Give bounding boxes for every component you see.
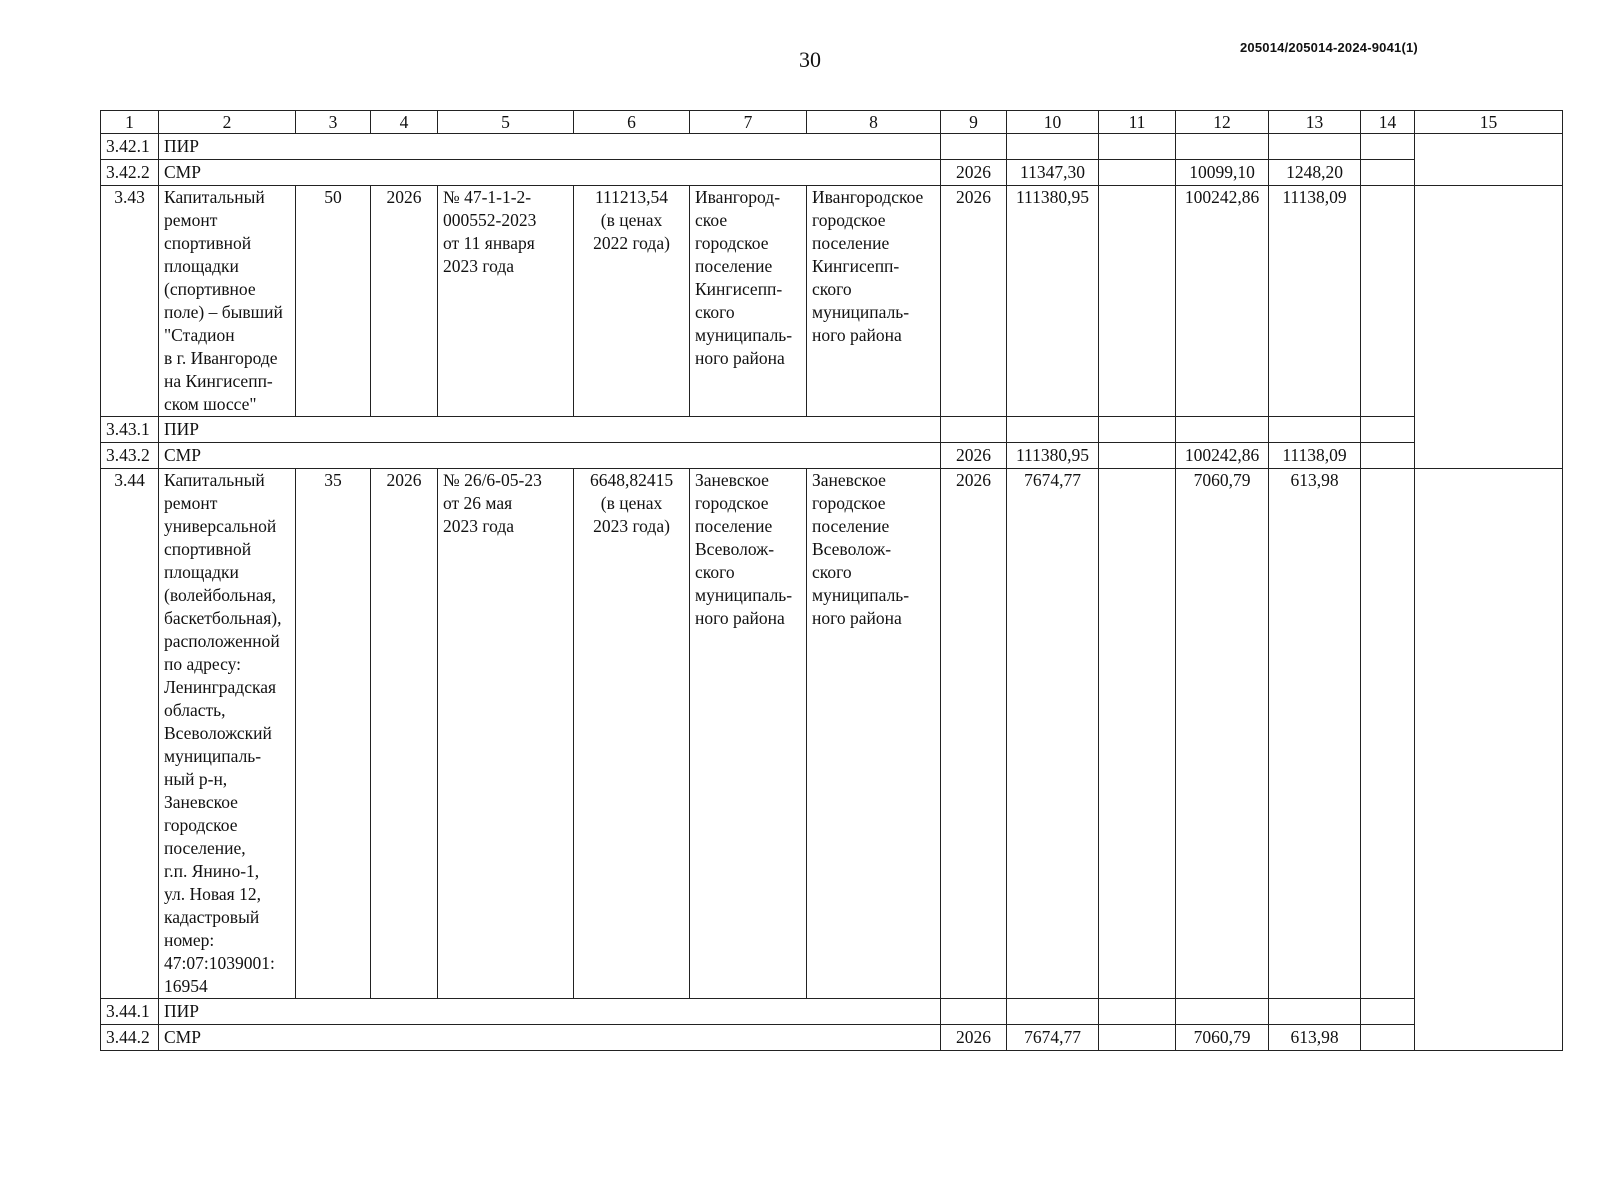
col12-cell: 7060,79: [1176, 469, 1269, 999]
col13-cell: 11138,09: [1269, 186, 1361, 417]
header-cell: 11: [1099, 111, 1176, 134]
stage-label: ПИР: [159, 417, 941, 443]
stage-label: СМР: [159, 160, 941, 186]
col14-cell: [1361, 469, 1415, 999]
column-15-cell: [1415, 469, 1563, 1051]
row-number: 3.43.1: [101, 417, 159, 443]
total-cost-cell: 111380,95: [1007, 443, 1099, 469]
col11-cell: [1099, 186, 1176, 417]
expertise-cell: № 26/6-05-23 от 26 мая 2023 года: [438, 469, 574, 999]
header-cell: 4: [371, 111, 438, 134]
year-cell: 2026: [941, 160, 1007, 186]
owner-cell: Ивангородское городское поселение Кингисепп- ского муниципаль- ного района: [807, 186, 941, 417]
header-cell: 6: [574, 111, 690, 134]
header-cell: 13: [1269, 111, 1361, 134]
header-cell: 15: [1415, 111, 1563, 134]
header-cell: 3: [296, 111, 371, 134]
object-name: Капитальный ремонт универсальной спортивной площадки (волейбольная, баскетбольная), расположенной по адресу: Ленинградская область, Всеволожский муниципаль- ный р-н, Заневское городское поселение, г.п. Янино-1, ул. Новая 12, кадастровый номер: 47:07:1039001: 16954: [159, 469, 296, 999]
year-cell: 2026: [941, 469, 1007, 999]
total-cost-cell: 11347,30: [1007, 160, 1099, 186]
col14-cell: [1361, 186, 1415, 417]
row-number: 3.43: [101, 186, 159, 417]
table-row: [101, 160, 1563, 186]
header-cell: 12: [1176, 111, 1269, 134]
row-number: 3.42.1: [101, 134, 159, 160]
row-number: 3.44: [101, 469, 159, 999]
row-number: 3.43.2: [101, 443, 159, 469]
col11-cell: [1099, 469, 1176, 999]
row-number: 3.44.1: [101, 999, 159, 1025]
col13-cell: 11138,09: [1269, 443, 1361, 469]
col11-cell: [1099, 160, 1176, 186]
capacity-cell: 50: [296, 186, 371, 417]
col12-cell: 7060,79: [1176, 1025, 1269, 1051]
expertise-cell: № 47-1-1-2- 000552-2023 от 11 января 2023 года: [438, 186, 574, 417]
program-table: [100, 110, 1563, 1051]
stage-label: ПИР: [159, 134, 941, 160]
table-row: [101, 134, 1563, 160]
estimate-cost-cell: 111213,54 (в ценах 2022 года): [574, 186, 690, 417]
row-number: 3.44.2: [101, 1025, 159, 1051]
header-cell: 9: [941, 111, 1007, 134]
total-cost-cell: 7674,77: [1007, 469, 1099, 999]
estimate-cost-cell: 6648,82415 (в ценах 2023 года): [574, 469, 690, 999]
stage-label: СМР: [159, 443, 941, 469]
total-cost-cell: 111380,95: [1007, 186, 1099, 417]
table-row: [101, 1025, 1563, 1051]
table-row: [101, 469, 1563, 999]
stage-label: ПИР: [159, 999, 941, 1025]
col12-cell: 100242,86: [1176, 186, 1269, 417]
col14-cell: [1361, 160, 1415, 186]
column-15-cell: [1415, 134, 1563, 186]
owner-cell: Заневское городское поселение Всеволож- ского муниципаль- ного района: [807, 469, 941, 999]
page-number: 30: [799, 47, 821, 72]
header-cell: 10: [1007, 111, 1099, 134]
customer-cell: Ивангород- ское городское поселение Кингисепп- ского муниципаль- ного района: [690, 186, 807, 417]
col14-cell: [1361, 1025, 1415, 1051]
row-number: 3.42.2: [101, 160, 159, 186]
stage-label: СМР: [159, 1025, 941, 1051]
year-cell: 2026: [941, 443, 1007, 469]
column-15-cell: [1415, 186, 1563, 469]
column-number-row: [101, 111, 1563, 134]
year-cell: 2026: [371, 469, 438, 999]
col13-cell: 1248,20: [1269, 160, 1361, 186]
col13-cell: 613,98: [1269, 1025, 1361, 1051]
col11-cell: [1099, 1025, 1176, 1051]
table-row: [101, 999, 1563, 1025]
year-cell: 2026: [371, 186, 438, 417]
header-cell: 2: [159, 111, 296, 134]
table-row: [101, 186, 1563, 417]
header-cell: 14: [1361, 111, 1415, 134]
header-cell: 8: [807, 111, 941, 134]
total-cost-cell: 7674,77: [1007, 1025, 1099, 1051]
col11-cell: [1099, 443, 1176, 469]
object-name: Капитальный ремонт спортивной площадки (спортивное поле) – бывший "Стадион в г. Ивангороде на Кингисепп- ском шоссе": [159, 186, 296, 417]
col14-cell: [1361, 443, 1415, 469]
year-cell: 2026: [941, 1025, 1007, 1051]
document-code: 205014/205014-2024-9041(1): [1240, 40, 1418, 55]
customer-cell: Заневское городское поселение Всеволож- ского муниципаль- ного района: [690, 469, 807, 999]
capacity-cell: 35: [296, 469, 371, 999]
col12-cell: 10099,10: [1176, 160, 1269, 186]
col13-cell: 613,98: [1269, 469, 1361, 999]
header-cell: 7: [690, 111, 807, 134]
col12-cell: 100242,86: [1176, 443, 1269, 469]
header-cell: 1: [101, 111, 159, 134]
table-row: [101, 443, 1563, 469]
year-cell: 2026: [941, 186, 1007, 417]
table-row: [101, 417, 1563, 443]
header-cell: 5: [438, 111, 574, 134]
